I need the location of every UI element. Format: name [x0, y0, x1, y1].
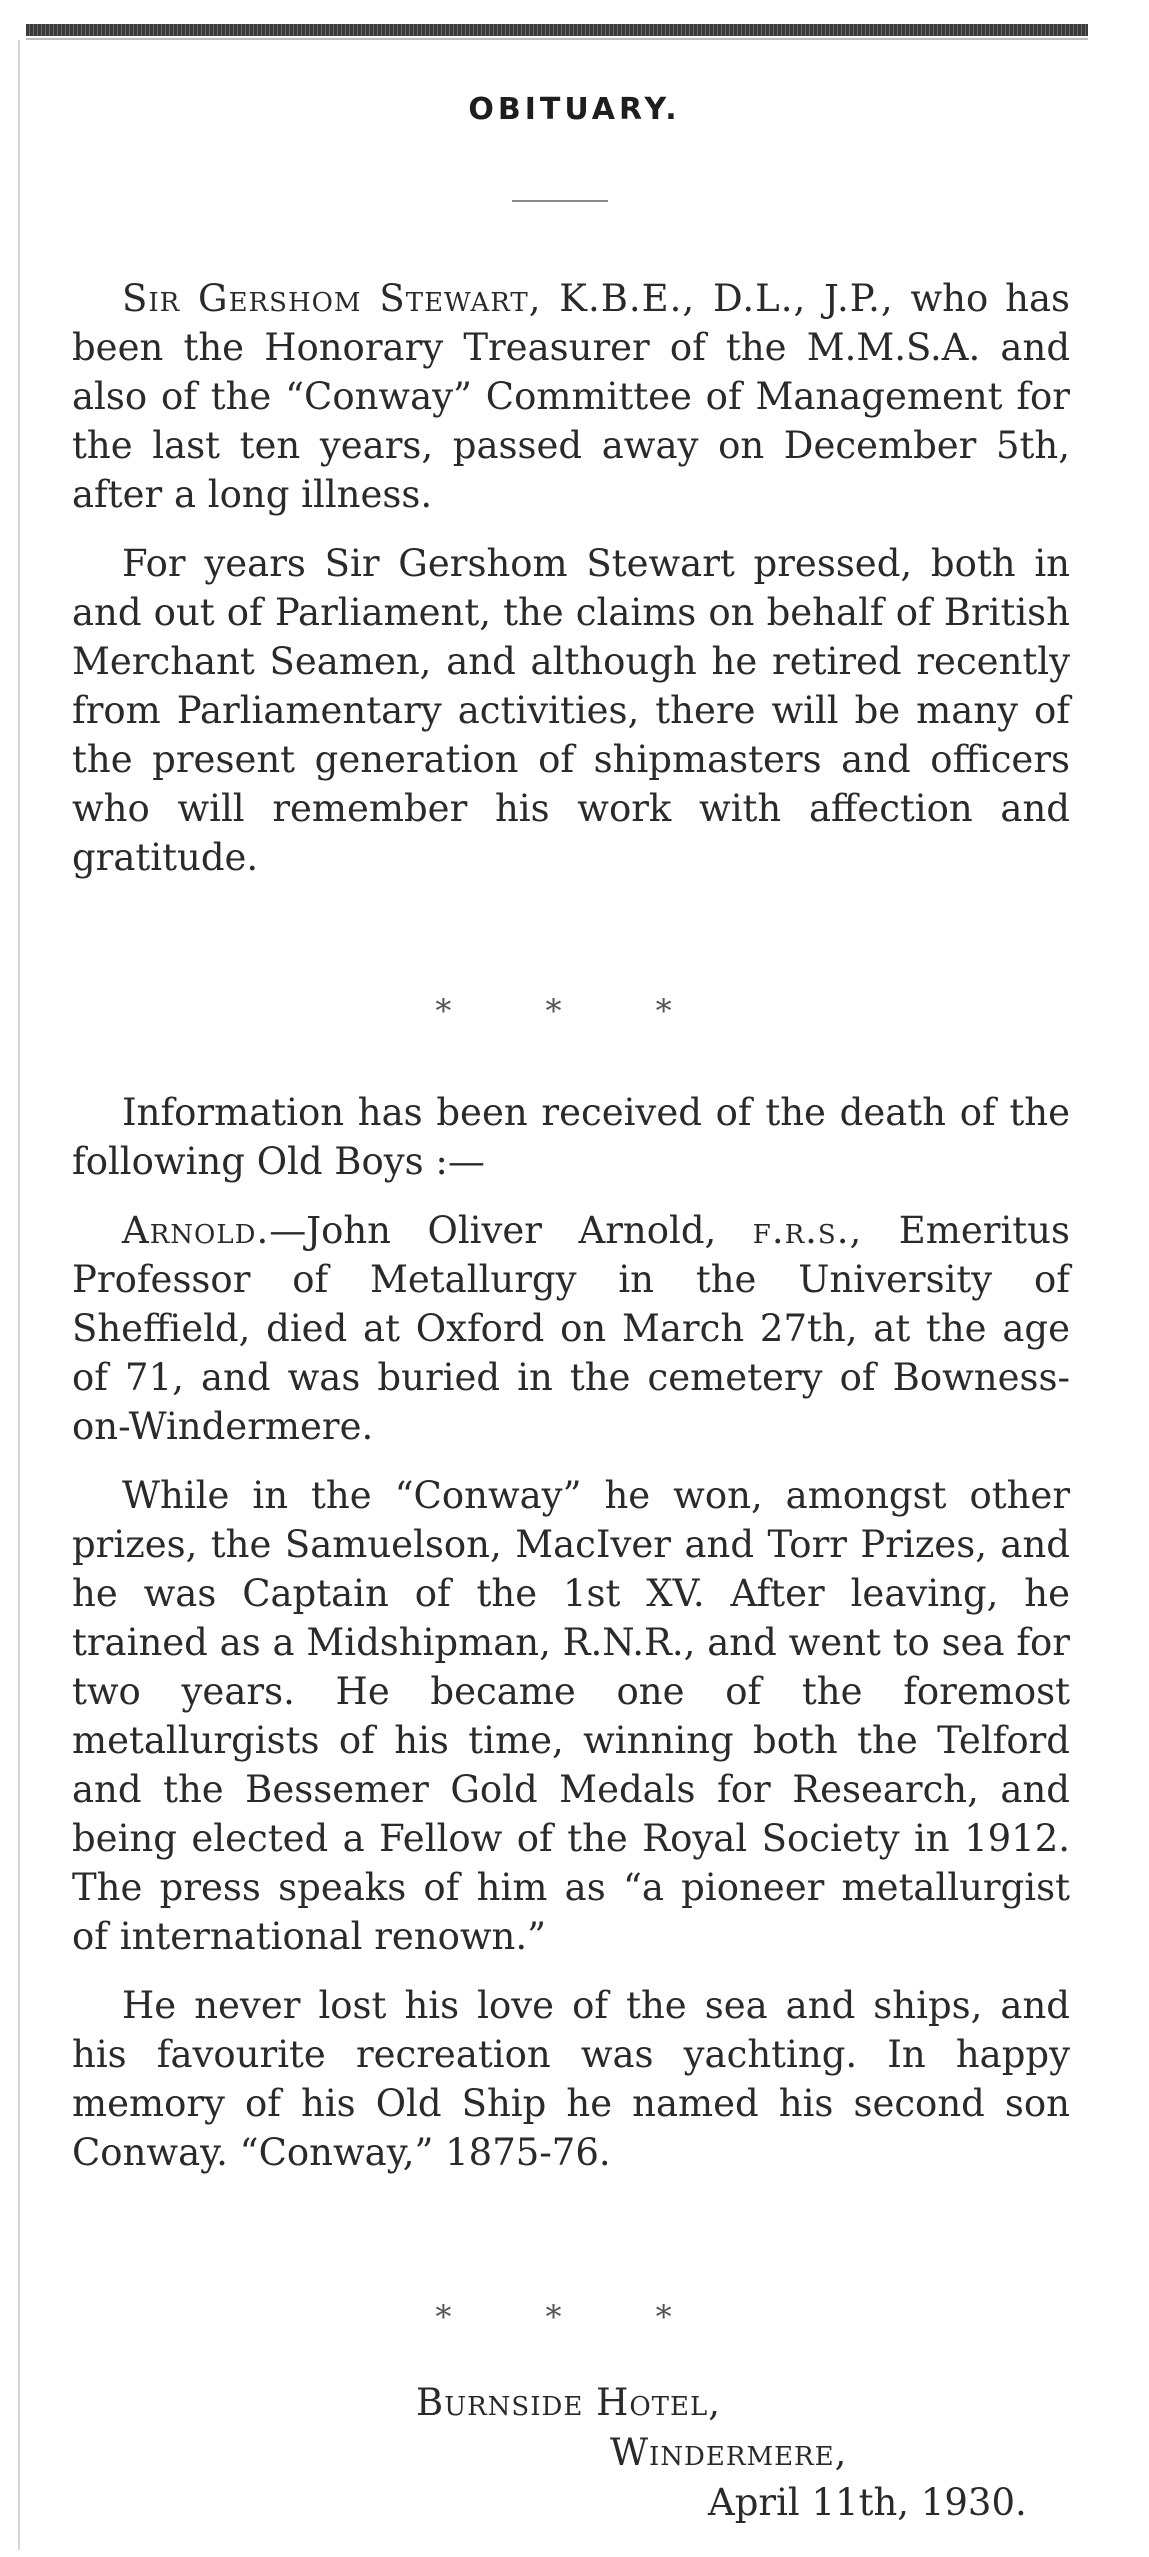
arnold-paragraph — [72, 1206, 1070, 1451]
obituary-section-old-boys — [72, 1088, 1070, 2197]
signoff-town: Windermere, — [610, 2431, 848, 2474]
page-title: OBITUARY. — [468, 92, 681, 127]
section-separator-1: * * * — [435, 992, 714, 1030]
signoff-hotel: Burnside Hotel, — [416, 2381, 722, 2424]
stewart-paragraph-2: For years Sir Gershom Stewart pressed, both in and out of Parliament, the claims on behalf of British Merchant Seamen, and although he retired recently from Parliamentary activities, there will be many of the present generation of shipmasters and officers who will remember his work with affection and gratitude. — [72, 542, 1070, 879]
section-separator-2: * * * — [435, 2298, 714, 2336]
arnold-frs: f.r.s., — [752, 1209, 863, 1252]
old-boys-intro: Information has been received of the death of the following Old Boys :— — [72, 1091, 1070, 1183]
signoff-date: April 11th, 1930. — [708, 2481, 1027, 2524]
left-margin-rule — [18, 40, 20, 2550]
stewart-name: Sir Gershom Stewart, K.B.E., D.L., J.P., — [122, 277, 894, 320]
title-divider — [512, 200, 608, 202]
arnold-sea-paragraph: He never lost his love of the sea and ships, and his favourite recreation was yachting. In happy memory of his Old Ship he named his second son Conway. “Conway,” 1875-76. — [72, 1984, 1070, 2174]
stewart-paragraph-1 — [72, 274, 1070, 519]
stewart-paragraph-1-text: who has been the Honorary Treasurer of the M.M.S.A. and also of the “Conway” Committee of Management for the last ten years, passed away on December 5th, after a long illness. — [72, 277, 1070, 516]
arnold-paragraph-text: Emeritus Professor of Metallurgy in the University of Sheffield, died at Oxford on March 27th, at the age of 71, and was buried in the cemetery of Bowness-on-Windermere. — [72, 1209, 1070, 1448]
top-border-underline — [26, 38, 1088, 40]
top-border-rule — [26, 24, 1088, 36]
arnold-surname: Arnold. — [122, 1209, 270, 1252]
obituary-section-stewart — [72, 274, 1070, 902]
arnold-conway-paragraph: While in the “Conway” he won, amongst other prizes, the Samuelson, MacIver and Torr Prizes, and he was Captain of the 1st XV. After leaving, he trained as a Midshipman, R.N.R., and went to sea for two years. He became one of the foremost metallurgists of his time, winning both the Telford and the Bessemer Gold Medals for Research, and being elected a Fellow of the Royal Society in 1912. The press speaks of him as “a pioneer metallurgist of international renown.” — [72, 1474, 1070, 1958]
arnold-fullname: —John Oliver Arnold, — [269, 1209, 753, 1252]
